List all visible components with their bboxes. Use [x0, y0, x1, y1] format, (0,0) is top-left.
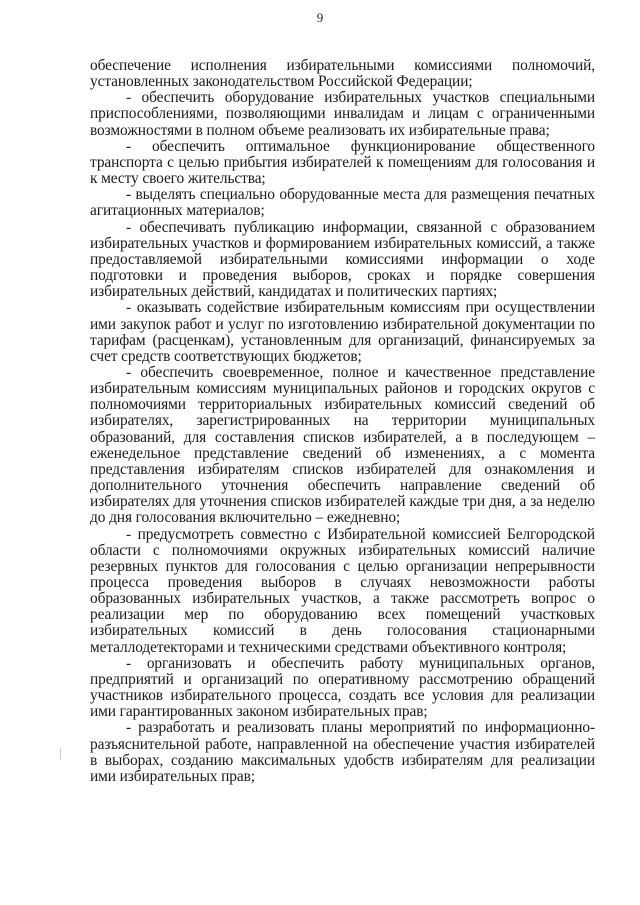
list-item-agitation-places: - выделять специально оборудованные места для размещения печатных агитационных материалов; [90, 186, 595, 220]
body-text [90, 58, 595, 785]
list-item-publication: - обеспечивать публикацию информации, связанной с образованием избирательных участков и формированием избирательных комиссий, а также предоставляемой избирательными комиссиями информации о ходе подготовки и проведения выборов, сроках и порядке совершения избирательных действий, кандидатах и политических партиях; [90, 218, 595, 301]
page-number: 9 [316, 10, 324, 25]
paragraph-continuation: обеспечение исполнения избирательными комиссиями полномочий, установленных законодательством Российской Федерации; [90, 57, 595, 91]
list-item-equipment: - обеспечить оборудование избирательных участков специальными приспособлениями, позволяющими инвалидам и лицам с ограниченными возможностями в полном объеме реализовать их избирательные права; [90, 89, 595, 139]
list-item-voter-info: - обеспечить своевременное, полное и качественное представление избирательным комиссиям муниципальных районов и городских округов с полномочиями территориальных избирательных комиссий сведений об избирателях, зарегистрированных на территории муниципальных образований, для составления списков избирателей, а в последующем – еженедельное представление сведений об изменениях, а с момента представления избирателям списков избирателей для ознакомления и дополнительного уточнения обеспечить направление сведений об избирателях для уточнения списков избирателей каждые три дня, а за неделю до дня голосования включительно – ежедневно; [90, 363, 595, 527]
list-item-appeals: - организовать и обеспечить работу муниципальных органов, предприятий и организаций по оперативному рассмотрению обращений участников избирательного процесса, создать все условия для реализации ими гарантированных законом избирательных прав; [90, 654, 595, 721]
scan-margin-mark [60, 748, 61, 760]
list-item-procurement: - оказывать содействие избирательным комиссиям при осуществлении ими закупок работ и услуг по изготовлению избирательной документации по тарифам (расценкам), установленным для организаций, финансируемых за счет средств соответствующих бюджетов; [90, 299, 595, 365]
list-item-information-work: - разработать и реализовать планы мероприятий по информационно-разъяснительной работе, направленной на обеспечение участия избирателей в выборах, созданию максимальных удобств избирателям для реализации ими избирательных прав; [90, 719, 595, 785]
list-item-reserve-points: - предусмотреть совместно с Избирательной комиссией Белгородской области с полномочиями окружных избирательных комиссий наличие резервных пунктов для голосования с целью организации непрерывности процесса проведения выборов в случаях невозможности работы образованных избирательных участков, а также рассмотреть вопрос о реализации мер по оборудованию всех помещений участковых избирательных комиссий в день голосования стационарными металлодетекторами и техническими средствами объективного контроля; [90, 525, 595, 656]
list-item-transport: - обеспечить оптимальное функционирование общественного транспорта с целью прибытия избирателей к помещениям для голосования и к месту своего жительства; [90, 137, 595, 188]
